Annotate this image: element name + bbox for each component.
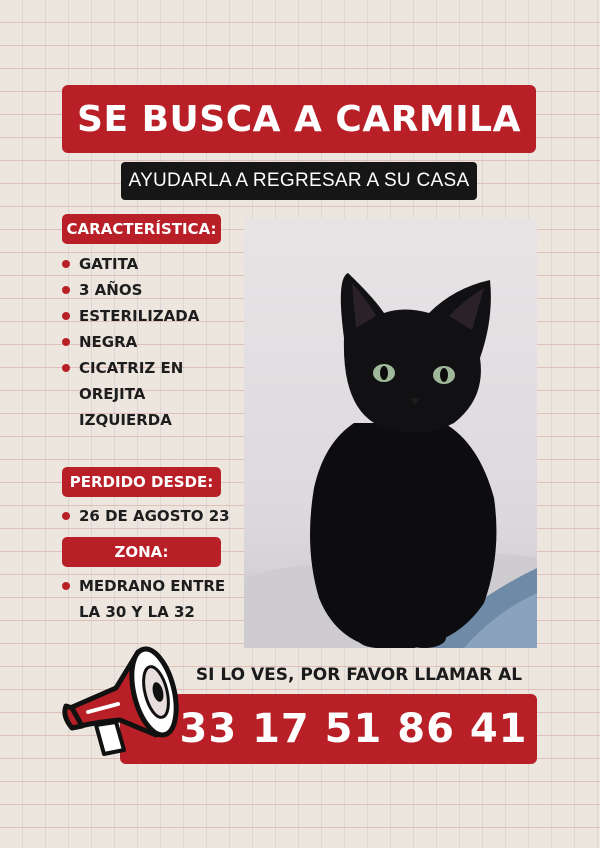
poster-title: SE BUSCA A CARMILA: [62, 85, 536, 153]
poster-subtitle: AYUDARLA A REGRESAR A SU CASA: [121, 162, 477, 200]
lost-since-label: PERDIDO DESDE:: [62, 467, 221, 497]
list-item: GATITA: [62, 251, 232, 277]
list-item: 3 AÑOS: [62, 277, 232, 303]
characteristics-list: [62, 251, 232, 433]
zone-label: ZONA:: [62, 537, 221, 567]
list-item: 26 DE AGOSTO 23: [62, 503, 232, 529]
lost-since-list: [62, 503, 232, 529]
zone-list: [62, 573, 232, 625]
phone-number: 33 17 51 86 41: [120, 694, 537, 764]
megaphone-icon: [58, 630, 193, 760]
list-item: NEGRA: [62, 329, 232, 355]
characteristics-label: CARACTERÍSTICA:: [62, 214, 221, 244]
list-item: CICATRIZ EN OREJITA IZQUIERDA: [62, 355, 232, 433]
list-item: MEDRANO ENTRE LA 30 Y LA 32: [62, 573, 232, 625]
cat-photo: [244, 218, 537, 648]
list-item: ESTERILIZADA: [62, 303, 232, 329]
call-prompt: SI LO VES, POR FAVOR LLAMAR AL: [195, 665, 523, 685]
